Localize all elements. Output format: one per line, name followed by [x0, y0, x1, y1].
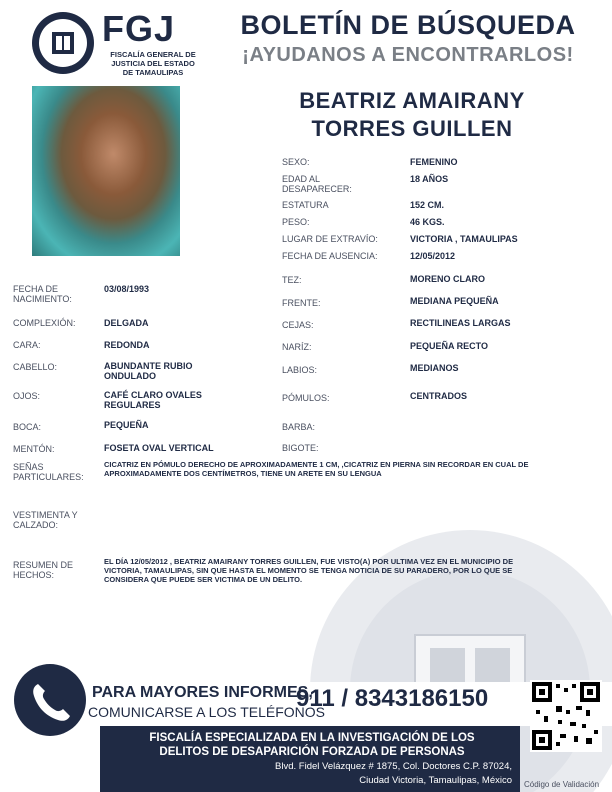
seal-icon	[30, 10, 96, 76]
label-boca: BOCA:	[13, 422, 42, 432]
person-name-line2: TORRES GUILLEN	[311, 116, 513, 141]
phone-icon	[14, 664, 86, 736]
value-resumen: EL DÍA 12/05/2012 , BEATRIZ AMAIRANY TORRES GUILLEN, FUE VISTO(A) POR ULTIMA VEZ EN EL MUNICIPIO DE VICTORIA, TAMAULIPAS, SIN QUE HASTA EL MOMENTO SE TENGA NOTICIA DE SU PARADERO, POR LO QUE SE CONSIDERA QUE PUEDE SER VICTIMA DE UN DELITO.	[104, 557, 514, 584]
qr-caption: Código de Validación	[524, 780, 600, 789]
label-fecha-ausencia: FECHA DE AUSENCIA:	[282, 251, 378, 261]
value-tez: MORENO CLARO	[410, 274, 485, 284]
contact-line2: COMUNICARSE A LOS TELÉFONOS	[88, 704, 326, 720]
value-sexo: FEMENINO	[410, 157, 458, 167]
label-peso: PESO:	[282, 217, 310, 227]
label-tez: TEZ:	[282, 275, 302, 285]
label-vestimenta: VESTIMENTA Y CALZADO:	[13, 510, 78, 530]
logo-text: FGJ	[102, 8, 176, 49]
page-subtitle: ¡AYUDANOS A ENCONTRARLOS!	[242, 44, 574, 66]
label-ojos: OJOS:	[13, 391, 41, 401]
value-menton: FOSETA OVAL VERTICAL	[104, 443, 214, 453]
logo-caption: FISCALÍA GENERAL DE JUSTICIA DEL ESTADO DE TAMAULIPAS	[110, 50, 196, 77]
fgj-logo	[30, 8, 200, 80]
value-pomulos: CENTRADOS	[410, 391, 468, 401]
footer-city: Ciudad Victoria, Tamaulipas, México	[359, 775, 512, 786]
missing-person-photo	[32, 86, 180, 256]
value-lugar-extravio: VICTORIA , TAMAULIPAS	[410, 234, 518, 244]
value-peso: 46 KGS.	[410, 217, 445, 227]
label-estatura: ESTATURA	[282, 200, 329, 210]
label-cara: CARA:	[13, 340, 41, 350]
value-cabello: ABUNDANTE RUBIO ONDULADO	[104, 361, 193, 381]
label-bigote: BIGOTE:	[282, 443, 319, 453]
label-labios: LABIOS:	[282, 365, 318, 375]
label-cejas: CEJAS:	[282, 320, 314, 330]
label-senas: SEÑAS PARTICULARES:	[13, 462, 84, 482]
label-frente: FRENTE:	[282, 298, 321, 308]
value-cejas: RECTILINEAS LARGAS	[410, 318, 511, 328]
value-ojos: CAFÉ CLARO OVALES REGULARES	[104, 390, 202, 410]
label-menton: MENTÓN:	[13, 444, 55, 454]
phone-icon-badge	[14, 664, 86, 736]
value-edad: 18 AÑOS	[410, 174, 449, 184]
value-boca: PEQUEÑA	[104, 420, 149, 430]
value-frente: MEDIANA PEQUEÑA	[410, 296, 499, 306]
value-cara: REDONDA	[104, 340, 150, 350]
label-cabello: CABELLO:	[13, 362, 58, 372]
label-lugar-extravio: LUGAR DE EXTRAVÍO:	[282, 234, 378, 244]
label-resumen: RESUMEN DE HECHOS:	[13, 560, 74, 580]
label-fecha-nacimiento: FECHA DE NACIMIENTO:	[13, 284, 72, 304]
value-nariz: PEQUEÑA RECTO	[410, 341, 489, 351]
footer-line2: DELITOS DE DESAPARICIÓN FORZADA DE PERSONAS	[159, 746, 465, 758]
contact-line1: PARA MAYORES INFORMES,	[92, 684, 313, 701]
value-fecha-nacimiento: 03/08/1993	[104, 284, 150, 294]
value-fecha-ausencia: 12/05/2012	[410, 251, 456, 261]
footer-line1: FISCALÍA ESPECIALIZADA EN LA INVESTIGACIÓN DE LOS	[149, 732, 475, 744]
qr-code	[530, 680, 602, 752]
label-sexo: SEXO:	[282, 157, 310, 167]
label-complexion: COMPLEXIÓN:	[13, 318, 76, 328]
value-senas: CICATRIZ EN PÓMULO DERECHO DE APROXIMADAMENTE 1 CM, ,CICATRIZ EN PIERNA SIN RECORDAR EN CUAL DE APROXIMADAMENTE DOS CENTÍMETROS, TIENE UN ARETE EN SU LENGUA	[104, 460, 529, 478]
footer-address: Blvd. Fidel Velázquez # 1875, Col. Doctores C.P. 87024,	[275, 761, 512, 772]
person-name-line1: BEATRIZ AMAIRANY	[299, 88, 525, 113]
label-nariz: NARÍZ:	[282, 342, 312, 352]
label-pomulos: PÓMULOS:	[282, 393, 330, 403]
contact-phone: 911 / 8343186150	[296, 685, 489, 712]
value-labios: MEDIANOS	[410, 363, 459, 373]
label-barba: BARBA:	[282, 422, 316, 432]
label-edad: EDAD AL DESAPARECER:	[282, 174, 352, 194]
value-complexion: DELGADA	[104, 318, 149, 328]
value-estatura: 152 CM.	[410, 200, 445, 210]
page-title: BOLETÍN DE BÚSQUEDA	[240, 10, 576, 40]
